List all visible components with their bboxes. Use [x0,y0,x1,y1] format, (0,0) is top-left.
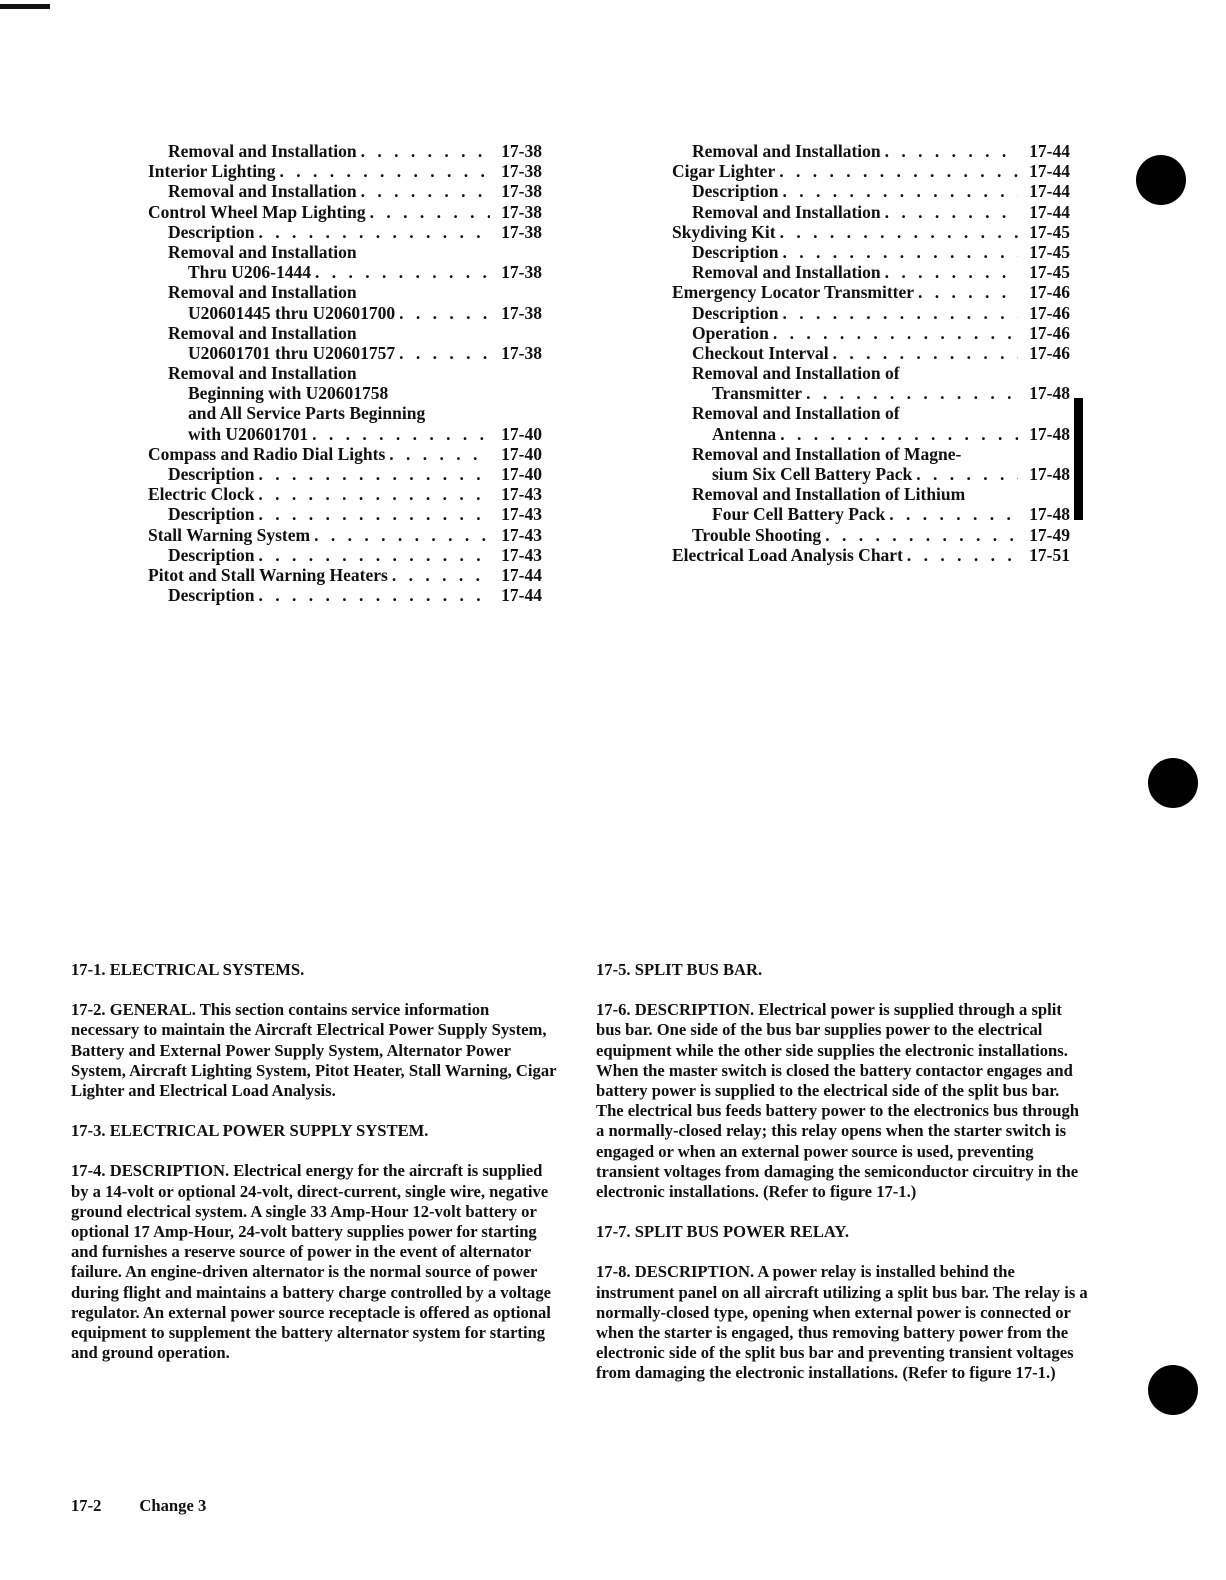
toc-leader-dots [779,181,1018,201]
toc-entry-title: Electrical Load Analysis Chart [672,544,903,565]
section-paragraph: 17-2. GENERAL. This section contains service information necessary to maintain the Aircraft Electrical Power Supply System, Battery and External Power Supply System, Alternator Power System, Aircraft Lighting System, Pitot Heater, Stall Warning, Cigar Lighter and Electrical Load Analysis. [71,1000,557,1101]
toc-entry [672,262,1070,282]
page-footer [71,1496,244,1516]
toc-entry-page: 17-44 [1029,161,1070,182]
toc-entry-title: Description [692,181,779,202]
toc-entry-title: Removal and Installation [168,363,357,384]
binder-hole-icon [1136,155,1186,205]
toc-leader-dots [903,545,1018,565]
toc-entry-title: Cigar Lighter [672,161,776,182]
toc-entry [148,242,542,262]
toc-entry [672,525,1070,545]
toc-entry [672,303,1070,323]
toc-entry [672,202,1070,222]
toc-entry [148,383,542,403]
toc-entry [672,464,1070,484]
toc-entry [672,363,1070,383]
toc-leader-dots [276,161,490,181]
toc-leader-dots [881,202,1018,222]
toc-entry [672,444,1070,464]
toc-entry [148,202,542,222]
toc-entry-title: Beginning with U20601758 [188,383,389,404]
toc-leader-dots [366,202,490,222]
toc-entry [672,484,1070,504]
toc-right-column [672,141,1070,565]
body-left-column [71,960,557,1383]
toc-entry-title: and All Service Parts Beginning [188,403,426,424]
toc-leader-dots [388,565,490,585]
toc-entry-page: 17-38 [501,161,542,182]
section-paragraph: 17-6. DESCRIPTION. Electrical power is supplied through a split bus bar. One side of the bus bar supplies power to the electrical equipment while the other side supplies the electronic installations. When the master switch is closed the battery contactor engages and battery power is supplied to the electrical side of the split bus bar. The electrical bus feeds battery power to the electronics bus through a normally-closed relay; this relay opens when the starter switch is engaged or when an external power source is used, preventing transient voltages from damaging the semiconductor circuitry in the electronic installations. (Refer to figure 17-1.) [596,1000,1080,1202]
toc-entry-title: Removal and Installation [168,141,357,161]
toc-entry-title: Skydiving Kit [672,221,776,242]
toc-entry-page: 17-46 [1029,302,1070,323]
toc-leader-dots [357,181,490,201]
toc-leader-dots [255,545,490,565]
toc-entry [672,545,1070,565]
toc-entry [148,222,542,242]
toc-leader-dots [885,504,1018,524]
toc-entry-page: 17-43 [501,544,542,565]
toc-entry-title: sium Six Cell Battery Pack [712,464,913,484]
toc-entry-title: Removal and Installation [692,262,881,283]
corner-mark [0,4,50,9]
toc-entry [148,444,542,464]
toc-entry-page: 17-44 [1029,201,1070,222]
toc-leader-dots [776,222,1018,242]
toc-entry [148,424,542,444]
section-paragraph: 17-4. DESCRIPTION. Electrical energy for the aircraft is supplied by a 14-volt or optional 24-volt, direct-current, single wire, negative ground electrical system. A single 33 Amp-Hour 12-volt battery or optional 17 Amp-Hour, 24-volt battery supplies power for starting and furnishes a reserve source of power in the event of alternator failure. An engine-driven alternator is the normal source of power during flight and maintains a battery charge controlled by a voltage regulator. An external power source receptacle is offered as optional equipment to supplement the battery alternator system for starting and ground operation. [71,1161,551,1363]
toc-entry-title: Description [168,585,255,606]
toc-entry-page: 17-43 [501,484,542,505]
toc-entry [672,403,1070,423]
toc-leader-dots [829,343,1018,363]
section-heading: 17-1. ELECTRICAL SYSTEMS. [71,960,305,979]
toc-leader-dots [821,525,1018,545]
toc-leader-dots [779,303,1018,323]
toc-entry [148,565,542,585]
toc-entry-title: Antenna [712,423,777,444]
toc-leader-dots [255,504,490,524]
toc-entry-page: 17-45 [1029,221,1070,242]
toc-entry-page: 17-38 [501,141,542,161]
toc-entry-title: Emergency Locator Transmitter [672,282,915,303]
toc-entry-title: Description [168,544,255,565]
toc-leader-dots [802,383,1018,403]
toc-leader-dots [311,262,490,282]
toc-entry-title: Trouble Shooting [692,524,822,545]
toc-entry [148,262,542,282]
toc-entry-title: Removal and Installation of [692,403,900,424]
toc-entry-title: Removal and Installation [168,241,357,262]
toc-entry [148,403,542,423]
toc-entry-title: Removal and Installation [692,201,881,222]
toc-entry [672,343,1070,363]
toc-entry-page: 17-44 [501,564,542,585]
toc-entry-page: 17-38 [501,302,542,323]
section-heading: 17-5. SPLIT BUS BAR. [596,960,763,979]
toc-entry [148,525,542,545]
toc-leader-dots [779,242,1018,262]
toc-entry [148,181,542,201]
toc-leader-dots [912,464,1018,484]
toc-entry-page: 17-49 [1029,524,1070,545]
toc-entry [148,363,542,383]
toc-entry-page: 17-40 [501,423,542,444]
toc-entry [148,504,542,524]
toc-leader-dots [255,585,490,605]
toc-entry-title: Removal and Installation [168,181,357,202]
binder-hole-icon [1148,758,1198,808]
toc-entry-title: U20601701 thru U20601757 [188,342,396,363]
toc-entry [672,242,1070,262]
toc-entry-title: Description [692,241,779,262]
toc-entry [148,484,542,504]
toc-entry [672,383,1070,403]
toc-entry [672,181,1070,201]
binder-hole-icon [1148,1365,1198,1415]
toc-entry-title: Electric Clock [148,484,255,505]
toc-entry [148,343,542,363]
toc-entry-page: 17-45 [1029,241,1070,262]
toc-entry-page: 17-46 [1029,342,1070,363]
toc-entry-title: Description [168,504,255,525]
toc-entry-title: Removal and Installation of Lithium [692,484,966,505]
toc-entry-page: 17-46 [1029,322,1070,343]
section-heading: 17-3. ELECTRICAL POWER SUPPLY SYSTEM. [71,1121,429,1141]
toc-leader-dots [254,484,490,504]
toc-entry [672,323,1070,343]
toc-entry-title: Transmitter [712,383,803,404]
toc-leader-dots [308,424,490,444]
toc-entry-title: Pitot and Stall Warning Heaters [148,564,388,585]
toc-entry-title: Compass and Radio Dial Lights [148,443,386,464]
toc-entry-title: Removal and Installation of Magne- [692,443,962,464]
toc-entry [148,141,542,161]
toc-entry-page: 17-44 [1029,141,1070,161]
toc-entry-page: 17-43 [501,504,542,525]
toc-entry [672,222,1070,242]
toc-entry-title: Description [692,302,779,323]
toc-entry-title: Removal and Installation [168,322,357,343]
toc-leader-dots [775,161,1018,181]
toc-entry [672,504,1070,524]
toc-leader-dots [357,141,490,161]
toc-entry-page: 17-38 [501,342,542,363]
toc-entry-title: Control Wheel Map Lighting [148,201,366,222]
toc-leader-dots [255,222,490,242]
toc-entry-title: Thru U206-1444 [188,262,311,283]
toc-entry [148,464,542,484]
toc-entry-page: 17-40 [501,443,542,464]
toc-entry-page: 17-38 [501,262,542,283]
toc-entry-page: 17-40 [501,464,542,484]
section-heading: 17-7. SPLIT BUS POWER RELAY. [596,1222,849,1242]
toc-entry-title: Operation [692,322,769,343]
toc-entry [148,585,542,605]
toc-leader-dots [914,282,1018,302]
toc-entry [672,424,1070,444]
toc-entry-title: Removal and Installation of [692,363,900,384]
toc-entry [148,282,542,302]
toc-entry-page: 17-38 [501,221,542,242]
section-paragraph: 17-8. DESCRIPTION. A power relay is installed behind the instrument panel on all aircraft utilizing a split bus bar. The relay is a normally-closed type, opening when external power is connected or when the starter is engaged, thus removing battery power from the electronic side of the split bus bar and preventing transient voltages from damaging the electronic installations. (Refer to figure 17-1.) [596,1262,1088,1383]
toc-entry [672,141,1070,161]
toc-leader-dots [881,141,1018,161]
toc-leader-dots [385,444,490,464]
toc-entry-title: Interior Lighting [148,161,276,182]
toc-entry-title: U20601445 thru U20601700 [188,302,396,323]
toc-leader-dots [310,525,490,545]
toc-leader-dots [769,323,1018,343]
toc-entry-page: 17-45 [1029,262,1070,283]
toc-leader-dots [776,424,1018,444]
toc-entry [672,161,1070,181]
revision-change-bar [1074,398,1083,520]
toc-leader-dots [881,262,1018,282]
toc-entry [148,323,542,343]
toc-leader-dots [255,464,490,484]
toc-entry-page: 17-48 [1029,464,1070,484]
toc-entry-page: 17-38 [501,201,542,222]
toc-entry-page: 17-44 [1029,181,1070,202]
toc-left-column [148,141,542,605]
toc-entry-title: Removal and Installation [692,141,881,161]
toc-entry-title: Stall Warning System [148,524,311,545]
toc-entry [148,545,542,565]
toc-leader-dots [395,303,490,323]
toc-entry-title: with U20601701 [188,423,309,444]
change-label: Change 3 [139,1496,207,1515]
toc-entry-page: 17-38 [501,181,542,202]
toc-entry-page: 17-43 [501,524,542,545]
toc-entry [672,282,1070,302]
toc-entry-page: 17-51 [1029,544,1070,565]
toc-entry-page: 17-48 [1029,383,1070,404]
toc-entry-page: 17-46 [1029,282,1070,303]
toc-entry-title: Four Cell Battery Pack [712,504,886,525]
toc-entry-title: Description [168,221,255,242]
toc-entry-title: Removal and Installation [168,282,357,303]
toc-entry-title: Description [168,464,255,484]
toc-entry-title: Checkout Interval [692,342,829,363]
toc-entry [148,303,542,323]
toc-entry-page: 17-44 [501,585,542,606]
body-right-column [596,960,1088,1404]
toc-leader-dots [395,343,490,363]
toc-entry-page: 17-48 [1029,504,1070,525]
toc-entry [148,161,542,181]
toc-entry-page: 17-48 [1029,423,1070,444]
page-number: 17-2 [71,1496,102,1515]
